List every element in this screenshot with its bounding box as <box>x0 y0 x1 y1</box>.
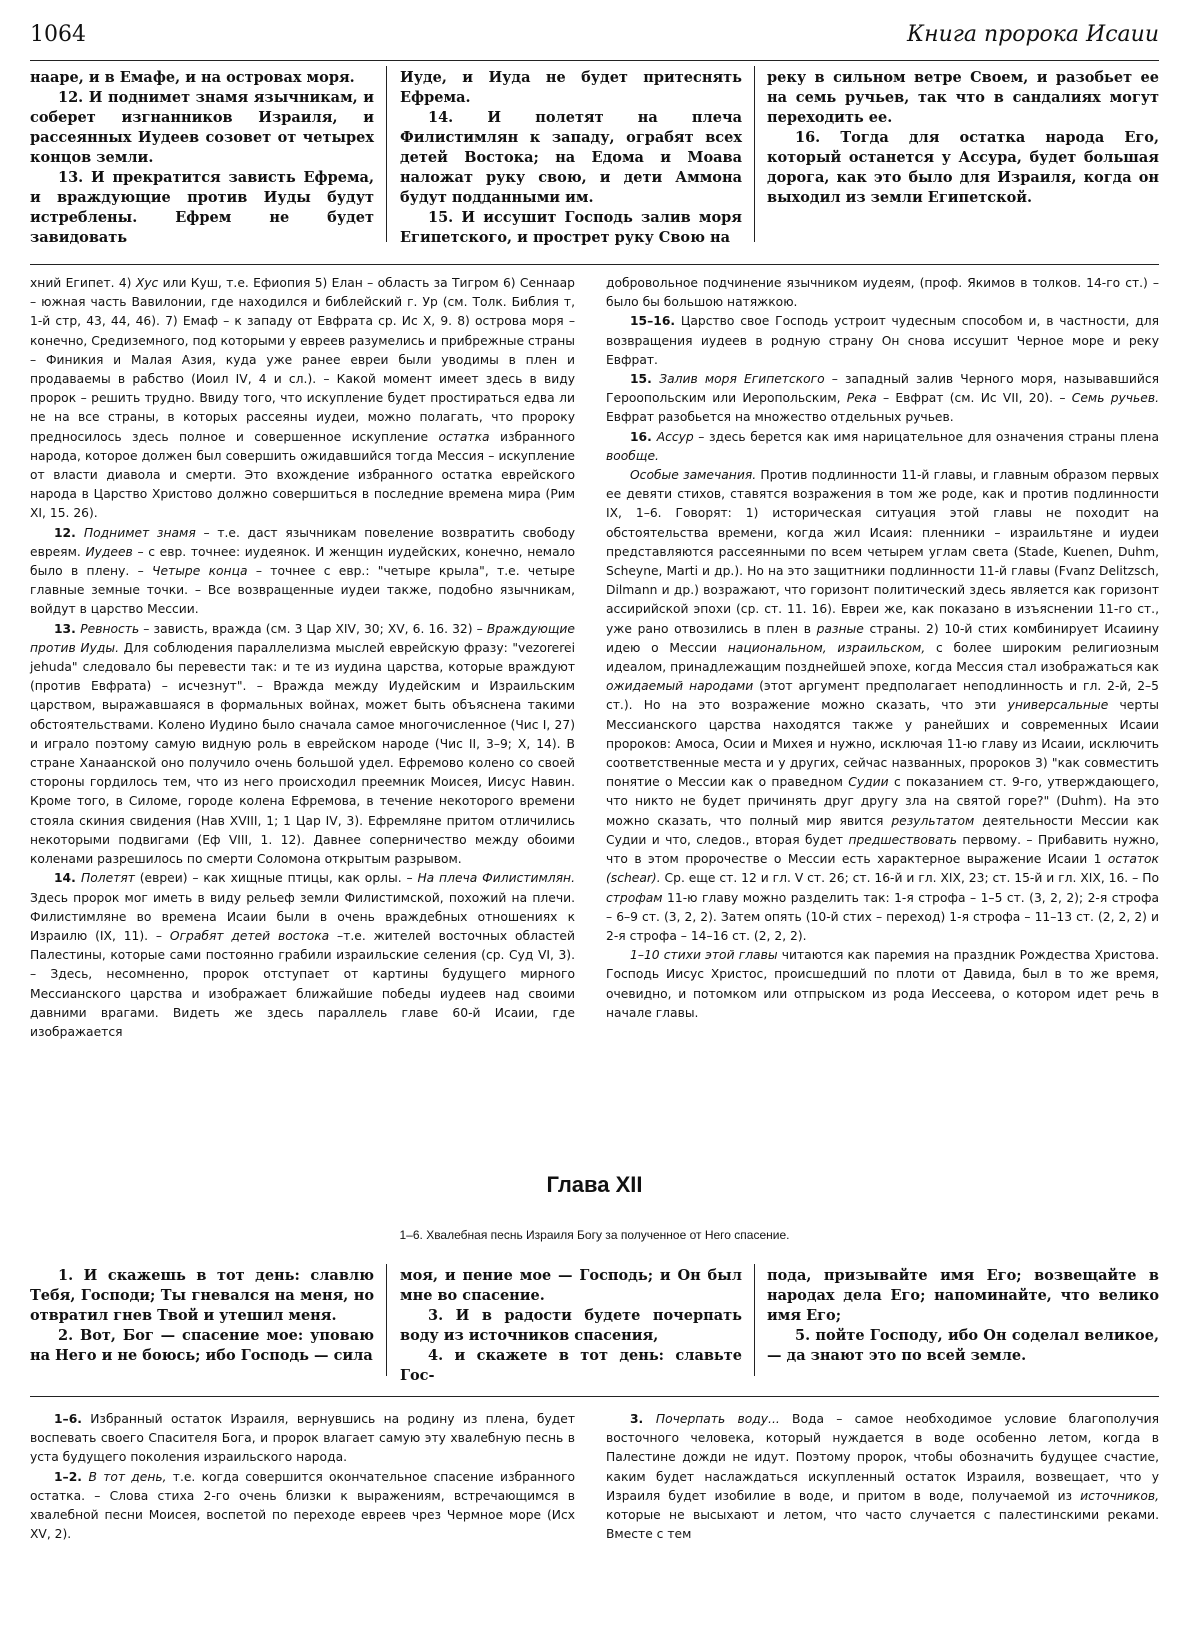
verse-column-2 <box>400 68 742 248</box>
verse-text: 3. И в радости будете почерпать воду из источников спасения, <box>400 1307 742 1344</box>
verse-text: 12. И поднимет знамя язычникам, и соберет изгнанников Израиля, и рассеянных Иудеев созовет от четырех концов земли. <box>30 89 374 166</box>
verse-text: моя, и пение мое — Господь; и Он был мне во спасение. <box>400 1267 742 1304</box>
commentary-paragraph: 13. Ревность – зависть, вражда (см. 3 Цар XIV, 30; XV, 6. 16. 32) – Враждующие против Иуды. Для соблюдения параллелизма мыслей еврейскую фразу: "vezorerei jehuda" следовало бы перевести так: и те из иудина царства, которые враждуют (против Евфрата) – исчезнут". – Вражда между Иудейским и Израильским царством, выражавшаяся в формальных войнах, может быть объяснена такими обстоятельствами. Колено Иудино было сначала самое многочисленное (Чис I, 27) и играло поэтому самую видную роль в еврейском народе (Чис II, 3–9; X, 14). В стране Ханаанской оно получило очень большой удел. Ефремово колено со своей стороны гордилось тем, что из него происходил преемник Моисея, Иисус Навин. Кроме того, в Силоме, городе колена Ефремова, в течение некоторого времени стояла скиния свидения (Нав XVIII, 1; 1 Цар IV, 3). Ефремляне притом отличились некоторыми подвигами (Еф VIII, 1. 12). Давнее соперничество между обоими коленами разрешилось по смерти Соломона открытым разрывом. <box>30 621 575 867</box>
verse-text: реку в сильном ветре Своем, и разобьет ее на семь ручьев, так что в сандалиях могут переходить ее. <box>767 69 1159 126</box>
commentary-paragraph: 15. Залив моря Египетского – западный залив Черного моря, называвшийся Героопольским или Иеропольским, Река – Евфрат (см. Ис VII, 20). – Семь ручьев. Евфрат разобьется на множество отдельных ручьев. <box>606 372 1160 425</box>
chapter-verse-column-1 <box>30 1266 374 1366</box>
verse-text: Иуде, и Иуда не будет притеснять Ефрема. <box>400 69 742 106</box>
commentary-paragraph: 15–16. Царство свое Господь устроит чудесным способом и, в частности, для возвращения иудеев в родную страну Он снова иссушит Черное море и реку Евфрат. <box>606 314 1159 367</box>
verse-text: 14. И полетят на плеча Филистимлян к западу, ограбят всех детей Востока; на Едома и Моава наложат руку свою, и дети Аммона будут подданными им. <box>400 109 742 206</box>
chapter-verse-column-3 <box>767 1266 1159 1366</box>
commentary-left-column <box>30 274 575 1042</box>
page-header <box>30 18 1159 52</box>
verse-text: 1. И скажешь в тот день: славлю Тебя, Господи; Ты гневался на меня, но отвратил гнев Твой и утешил меня. <box>30 1267 374 1324</box>
commentary-paragraph: 1–10 стихи этой главы читаются как паремия на праздник Рождества Христова. Господь Иисус Христос, происшедший по плоти от Давида, был в то же время, очевидно, и потомком или отпрыском из рода Иессеева, о котором идет речь в начале главы. <box>606 948 1159 1020</box>
section-rule <box>30 1396 1159 1397</box>
commentary-paragraph: 16. Ассур – здесь берется как имя нарицательное для означения страны плена вообще. <box>606 429 1159 463</box>
running-title: Книга пророка Исаии <box>907 22 1159 47</box>
column-separator <box>754 66 755 242</box>
column-separator <box>386 66 387 242</box>
chapter-title: Глава XII <box>546 1172 643 1197</box>
commentary-paragraph: 3. Почерпать воду... Вода – самое необходимое условие благополучия восточного человека, который нуждается в воде особенно летом, когда в Палестине дожди не идут. Поэтому пророк, чтобы обозначить будущее счастие, каким будет наслаждаться искупленный остаток Израиля, возвещает, что у Израиля будет изобилие в воде, и притом в воде, получаемой из источников, которые не высыхают и летом, что часто случается с палестинскими реками. Вместе с тем <box>606 1412 1159 1542</box>
chapter-summary: 1–6. Хвалебная песнь Израиля Богу за полученное от Него спасение. <box>399 1228 790 1242</box>
verse-text: 15. И иссушит Господь залив моря Египетского, и прострет руку Свою на <box>400 209 742 246</box>
chapter-verse-column-2 <box>400 1266 742 1386</box>
commentary-paragraph: 1–6. Избранный остаток Израиля, вернувшись на родину из плена, будет воспевать своего Спасителя Бога, и пророк влагает самую эту хвалебную песнь в уста будущего поколения израильского народа. <box>30 1412 575 1465</box>
verse-text: 2. Вот, Бог — спасение мое: уповаю на Него и не боюсь; ибо Господь — сила <box>30 1327 374 1364</box>
commentary-right-column-2 <box>606 1410 1159 1544</box>
commentary-paragraph: 1–2. В тот день, т.е. когда совершится окончательное спасение избранного остатка. – Слова стиха 2-го очень близки к выражениям, встречающимся в хвалебной песни Моисея, воспетой по переходе евреев чрез Чермное море (Исх XV, 2). <box>30 1469 575 1542</box>
verse-text: 5. пойте Господу, ибо Он соделал великое, — да знают это по всей земле. <box>767 1327 1159 1364</box>
verse-column-3 <box>767 68 1159 208</box>
section-rule <box>30 264 1159 265</box>
verse-text: нааре, и в Емафе, и на островах моря. <box>30 69 355 86</box>
header-rule <box>30 60 1159 61</box>
commentary-right-column <box>606 274 1159 1023</box>
verse-text: 16. Тогда для остатка народа Его, который останется у Ассура, будет большая дорога, как это было для Израиля, когда он выходил из земли Египетской. <box>767 129 1159 206</box>
verse-text: 4. и скажете в тот день: славьте Гос- <box>400 1347 742 1384</box>
page-number: 1064 <box>30 22 86 47</box>
verse-text: 13. И прекратится зависть Ефрема, и враждующие против Иуды будут истреблены. Ефрем не будет завидовать <box>30 169 374 246</box>
commentary-paragraph: Особые замечания. Против подлинности 11-й главы, и главным образом первых ее девяти стихов, ставятся возражения в том же роде, как и против подлинности IX, 1–6. Говорят: 1) историческая ситуация этой главы не походит на обстоятельства времени, когда жил Исаия: пленники – израильтяне и иудеи представляются рассеянными по всем четырем углам света (Stade, Kuenen, Duhm, Scheyne, Marti и др.). Но на это защитники подлинности 11-й главы (Fvanz Delitzsch, Dilmann и др.) возражают, что горизонт политический здесь является как горизонт ассирийской эпохи (ср. ст. 11. 16). Евреи же, как показано в изъяснении 11-го ст., уже рано отвозились в плен в разные страны. 2) 10-й стих комбинирует Исаиину идею о Мессии национальном, израильском, с более широким религиозным идеалом, принадлежащим позднейшей эпохе, когда Мессия стал изображаться как ожидаемый народами (этот аргумент предполагает неподлинность и гл. 2-й, 2–5 ст.). Но на это возражение можно сказать, что эти универсальные черты Мессианского царства находятся также у ранейших и современных Исаии пророков: Амоса, Осии и Михея и нужно, исключая 11-ю главу из Исаии, исключить соответственные места и у других, сейчас названных, пророков 3) "как совместить понятие о Мессии как о праведном Судии с показанием ст. 9-го, утверждающего, что никто не будет причинять друг другу зла на святой горе?" (Duhm). На это можно сказать, что полный мир явится результатом деятельности Мессии как Судии и что, следов., вторая будет предшествовать первому. – Прибавить нужно, что в этом пророчестве о Мессии есть характерное выражение Исаии 1 остаток (schear). Ср. еще ст. 12 и гл. V ст. 26; ст. 16-й и гл. XIX, 23; ст. 15-й и гл. XIX, 16. – По строфам 11-ю главу можно разделить так: 1-я строфа – 1–5 ст. (3, 2, 2); 2-я строфа – 6–9 ст. (3, 2, 2). Затем опять (10-й стих – переход) 1-я строфа – 11–13 ст. (2, 2, 2) и 2-я строфа – 14–16 ст. (2, 2, 2). <box>606 468 1160 943</box>
commentary-paragraph: 12. Поднимет знамя – т.е. даст язычникам повеление возвратить свободу евреям. Иудеев – с евр. точнее: иудеянок. И женщин иудейских, конечно, немало было в плену. – Четыре конца – точнее с евр.: "четыре крыла", т.е. четыре главные земные точки. – Все возвращенные иудеи также, подобно язычникам, войдут в царство Мессии. <box>30 525 575 617</box>
column-separator <box>386 1264 387 1376</box>
commentary-paragraph: хний Египет. 4) Хус или Куш, т.е. Ефиопия 5) Елан – область за Тигром 6) Сеннаар – южная часть Вавилонии, где находился и библейский г. Ур (см. Толк. Библия т, 1-й стр, 43, 44, 46). 7) Емаф – к западу от Евфрата ср. Ис X, 9. 8) острова моря – конечно, Средиземного, под которыми у евреев разумелись и прибрежные страны – Финикия и Малая Азия, куда уже ранее евреи были уводимы в плен и продаваемы в рабство (Иоил IV, 4 и сл.). – Какой момент имеет здесь в виду пророк – решить трудно. Ввиду того, что искупление будет простираться едва ли не на все страны, в которых рассеяны иудеи, можно полагать, что пророку предносилось здесь полное и совершенное искупление остатка избранного народа, которое должен был совершить ожидавшийся тогда Мессия – искупление от власти диавола и смерти. Это вхождение избранного остатка еврейского народа в Царство Христово должно совершиться в последние времена мира (Рим XI, 15. 26). <box>30 276 576 521</box>
column-separator <box>754 1264 755 1376</box>
verse-text: пода, призывайте имя Его; возвещайте в народах дела Его; напоминайте, что велико имя Его; <box>767 1267 1159 1324</box>
commentary-left-column-2 <box>30 1410 575 1544</box>
verse-column-1 <box>30 68 374 248</box>
commentary-paragraph: 14. Полетят (евреи) – как хищные птицы, как орлы. – На плеча Филистимлян. Здесь пророк мог иметь в виду рельеф земли Филистимской, похожий на плечи. Филистимляне во времена Исаии были в очень враждебных отношениях к Израилю (IX, 11). – Ограбят детей востока –т.е. жителей восточных областей Палестины, которые сами постоянно грабили израильские селения (ср. Суд VI, 3). – Здесь, несомненно, пророк отступает от картины будущего мирного Мессианского царства и изображает ближайшие победы иудеев над своими давними врагами. Видеть же здесь параллель главе 60-й Исаии, где изображается <box>30 871 575 1039</box>
commentary-paragraph: добровольное подчинение язычником иудеям, (проф. Якимов в толков. 14-го ст.) – было бы большою натяжкою. <box>606 276 1159 310</box>
